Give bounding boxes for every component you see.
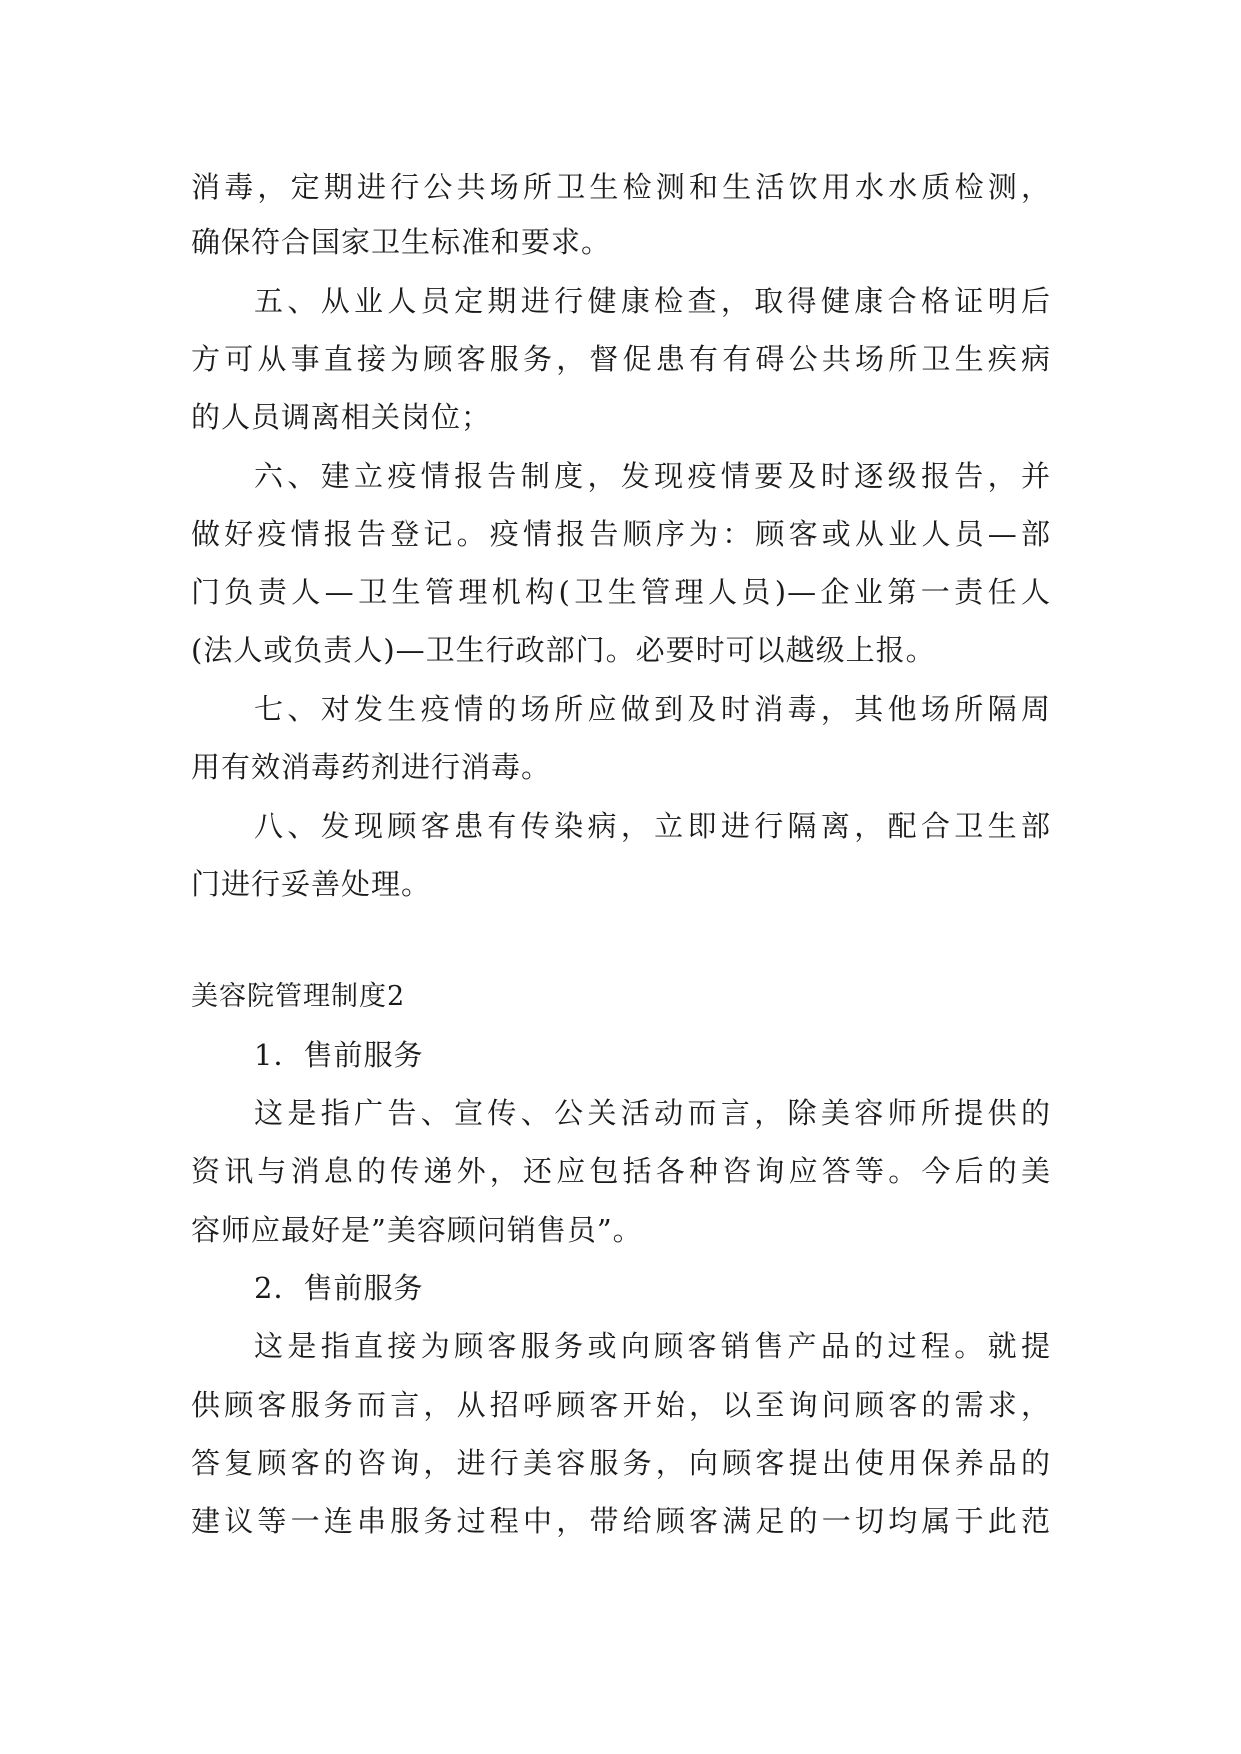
text-line: 这是指直接为顾客服务或向顾客销售产品的过程。就提 [254,1329,1051,1363]
text-line: 门负责人—卫生管理机构(卫生管理人员)—企业第一责任人 [191,575,1051,609]
text-line: 的人员调离相关岗位； [191,400,492,434]
text-line: 方可从事直接为顾客服务，督促患有有碍公共场所卫生疾病 [191,342,1051,376]
text-line: 答复顾客的咨询，进行美容服务，向顾客提出使用保养品的 [191,1446,1051,1480]
text-line: 用有效消毒药剂进行消毒。 [191,750,552,784]
text-line: 六、建立疫情报告制度，发现疫情要及时逐级报告，并 [254,459,1051,493]
text-line: 建议等一连串服务过程中，带给顾客满足的一切均属于此范 [191,1504,1051,1538]
text-line: 门进行妥善处理。 [191,867,432,901]
text-line: 这是指广告、宣传、公关活动而言，除美容师所提供的 [254,1096,1051,1130]
subsection-heading: 2．售前服务 [254,1271,424,1305]
text-line: 八、发现顾客患有传染病，立即进行隔离，配合卫生部 [254,809,1051,843]
text-line: 资讯与消息的传递外，还应包括各种咨询应答等。今后的美 [191,1154,1051,1188]
text-line: 五、从业人员定期进行健康检查，取得健康合格证明后 [254,284,1051,318]
subsection-heading: 1．售前服务 [254,1038,424,1072]
text-line: 确保符合国家卫生标准和要求。 [191,225,612,259]
text-line: 容师应最好是”美容顾问销售员”。 [191,1213,643,1247]
text-line: 七、对发生疫情的场所应做到及时消毒，其他场所隔周 [254,692,1051,726]
section-title: 美容院管理制度2 [191,981,406,1012]
text-line: 做好疫情报告登记。疫情报告顺序为：顾客或从业人员—部 [191,517,1051,551]
text-line: 供顾客服务而言，从招呼顾客开始，以至询问顾客的需求， [191,1388,1051,1422]
text-line: (法人或负责人)—卫生行政部门。必要时可以越级上报。 [191,633,936,667]
text-line: 消毒，定期进行公共场所卫生检测和生活饮用水水质检测， [191,170,1051,204]
